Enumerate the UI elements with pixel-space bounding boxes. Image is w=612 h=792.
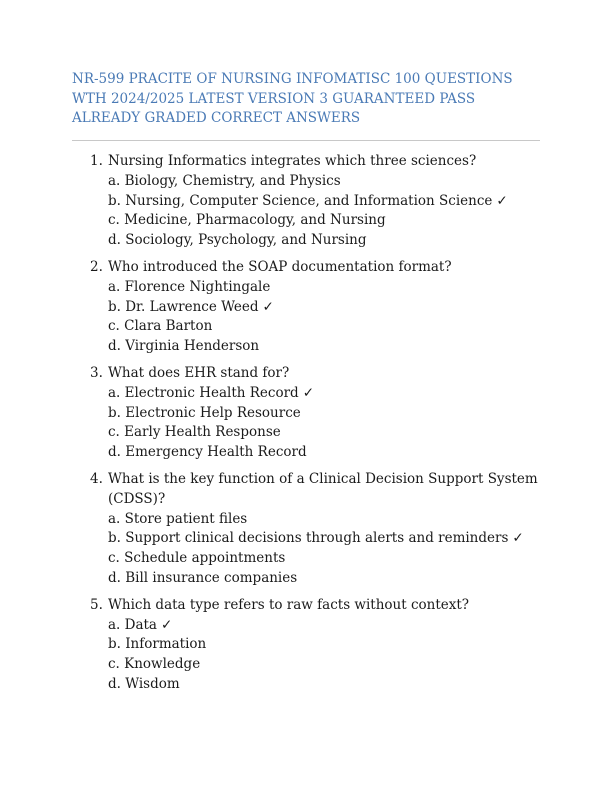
answer-option	[90, 423, 550, 443]
correct-check-icon: ✓	[262, 298, 274, 315]
question-number: 4.	[90, 470, 103, 487]
answer-option-label: a. Biology, Chemistry, and Physics	[108, 172, 341, 189]
answer-option	[90, 278, 550, 298]
answer-option-label: a. Florence Nightingale	[108, 278, 271, 295]
question-number: 5.	[90, 596, 103, 613]
answer-option-label: a. Store patient files	[108, 510, 248, 527]
answer-option	[90, 172, 550, 192]
answer-option-label: a. Electronic Health Record	[108, 384, 299, 401]
question-5	[90, 596, 550, 695]
question-number: 1.	[90, 153, 103, 169]
answer-option	[90, 569, 550, 589]
answer-option	[90, 317, 550, 337]
question-stem	[90, 364, 550, 384]
question-stem	[90, 258, 550, 278]
answer-option-label: b. Electronic Help Resource	[108, 404, 301, 421]
answer-option	[90, 549, 550, 569]
question-stem	[90, 470, 550, 510]
answer-option-label: c. Early Health Response	[108, 424, 281, 441]
answer-option-label: d. Bill insurance companies	[108, 569, 298, 586]
title-line: NR-599 PRACITE OF NURSING INFOMATISC 100 QUESTIONS	[72, 71, 513, 87]
answer-option	[90, 510, 550, 530]
answer-option-label: d. Virginia Henderson	[108, 338, 260, 355]
answer-option-label: d. Sociology, Psychology, and Nursing	[108, 232, 367, 249]
answer-option-label: b. Support clinical decisions through alerts and reminders	[108, 530, 509, 547]
answer-option	[90, 675, 550, 695]
question-4	[90, 470, 550, 589]
correct-check-icon: ✓	[160, 616, 173, 633]
answer-option	[90, 192, 550, 212]
answer-option-label: c. Medicine, Pharmacology, and Nursing	[108, 212, 386, 229]
answer-option	[90, 211, 550, 231]
answer-option-label: b. Information	[108, 636, 207, 653]
answer-option	[90, 384, 550, 404]
answer-option-label: a. Data	[108, 616, 157, 633]
answer-option	[90, 635, 550, 655]
answer-option	[90, 655, 550, 675]
answer-option	[90, 298, 550, 318]
question-3	[90, 364, 550, 463]
question-text: What does EHR stand for?	[108, 364, 290, 381]
answer-option-label: d. Wisdom	[108, 675, 180, 692]
correct-check-icon: ✓	[302, 384, 315, 401]
question-number: 3.	[90, 364, 103, 381]
question-1	[90, 152, 550, 251]
answer-option-label: b. Dr. Lawrence Weed	[108, 298, 259, 315]
answer-option	[90, 443, 550, 463]
question-text: What is the key function of a Clinical Decision Support System (CDSS)?	[108, 470, 538, 507]
answer-option-label: c. Clara Barton	[108, 318, 213, 335]
document-title	[72, 70, 542, 129]
question-stem	[90, 152, 550, 172]
answer-option	[90, 231, 550, 251]
answer-option	[90, 337, 550, 357]
answer-option-label: d. Emergency Health Record	[108, 444, 307, 461]
question-text: Who introduced the SOAP documentation format?	[108, 258, 452, 275]
question-text: Which data type refers to raw facts without context?	[108, 596, 470, 613]
title-line: ALREADY GRADED CORRECT ANSWERS	[72, 110, 361, 126]
answer-option	[90, 616, 550, 636]
question-stem	[90, 596, 550, 616]
answer-option-label: c. Schedule appointments	[108, 550, 286, 567]
question-text: Nursing Informatics integrates which three sciences?	[108, 153, 477, 169]
question-2	[90, 258, 550, 357]
title-divider	[72, 140, 540, 141]
title-line: WTH 2024/2025 LATEST VERSION 3 GUARANTEED PASS	[72, 90, 476, 107]
answer-option	[90, 529, 550, 549]
correct-check-icon: ✓	[512, 530, 524, 547]
question-list	[90, 152, 550, 702]
correct-check-icon: ✓	[496, 192, 508, 209]
answer-option-label: b. Nursing, Computer Science, and Information Science	[108, 192, 493, 209]
question-number: 2.	[90, 258, 103, 275]
answer-option	[90, 404, 550, 424]
answer-option-label: c. Knowledge	[108, 656, 201, 673]
